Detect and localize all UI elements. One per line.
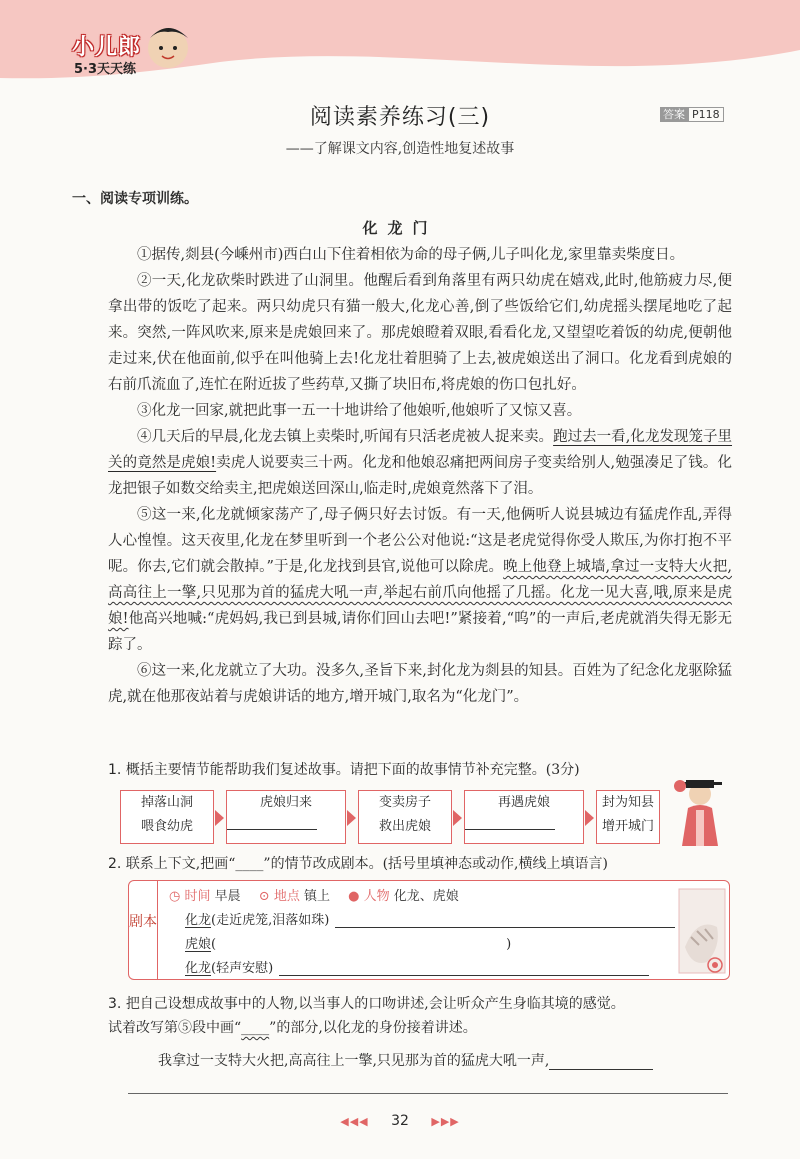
arrow-icon [215,810,224,826]
place-value: 镇上 [304,889,331,904]
story-title: 化龙门 [362,219,438,237]
row3-note: (轻声安慰) [211,961,274,976]
story-paragraph-1: ①据传,剡县(今嵊州市)西白山下住着相依为命的母子俩,儿子叫化龙,家里靠卖柴度日。 [137,247,685,263]
page-number-text: 32 [391,1113,409,1129]
script-row-1 [185,909,675,928]
question-3 [108,992,738,1040]
section-heading: 一、阅读专项训练。 [72,191,198,207]
arrow-icon [347,810,356,826]
p5-part-b: 他高兴地喊:“虎妈妈,我已到县城,请你们回山去吧!”紧接着,“呜”的一声后,老虎就消失得无影无踪了。 [108,611,733,653]
page-subtitle: ——了解课文内容,创造性地复述故事 [285,141,515,157]
role-huniang: 虎娘 [185,937,212,952]
story-paragraph-5 [108,502,732,658]
script-side-label [129,881,158,979]
script-row-3 [185,957,649,976]
person-icon: ● [348,889,360,904]
people-label: 人物 [363,889,390,904]
plot-box-2-blank[interactable] [227,815,345,830]
p4-underlined: 跑过去一看,化龙发现笼子里关的竟然是虎娘! [108,429,733,471]
q3-text-1: 把自己设想成故事中的人物,以当事人的口吻讲述,会让听众产生身临其境的感觉。 [125,996,625,1012]
plot-box-4-blank[interactable] [465,815,583,830]
row2-open: ( [211,937,217,952]
row3-answer-line[interactable] [279,975,649,976]
page-number [0,1113,800,1129]
answer-label: 答案 [660,107,688,122]
answer-ref [660,106,724,122]
p4-part-b: 卖虎人说要卖三十两。化龙和他娘忍痛把两间房子变卖给别人,勉强凑足了钱。化龙把银子如数交给卖主,把虎娘送回深山,临走时,虎娘竟然落下了泪。 [108,455,733,497]
role-hualong-2: 化龙 [185,961,212,976]
q3-answer-line[interactable] [549,1053,653,1070]
official-figure-icon [672,776,732,846]
plot-box-5-line1: 封为知县 [601,795,654,810]
answer-page: P118 [688,107,724,122]
story-paragraph-3: ③化龙一回家,就把此事一五一十地讲给了他娘听,他娘听了又惊又喜。 [137,403,582,419]
question-2 [108,852,608,876]
story-paragraph-4 [108,424,732,502]
plot-chain [120,790,660,846]
triangle-left-icon: ◀◀◀ [340,1115,369,1128]
script-meta [169,885,459,904]
plot-box-3 [358,790,452,844]
people-value: 化龙、虎娘 [393,889,459,904]
question-1 [108,758,580,782]
plot-box-1-line1: 掉落山洞 [140,795,193,810]
brand-logo-text: 小儿郎 [72,35,142,60]
row1-note: (走近虎笼,泪落如珠) [211,913,330,928]
triangle-right-icon: ▶▶▶ [431,1115,460,1128]
story-paragraph-6: ⑥这一来,化龙就立了大功。没多久,圣旨下来,封化龙为剡县的知县。百姓为了纪念化龙驱除猛虎,就在他那夜站着与虎娘讲话的地方,增开城门,取名为“化龙门”。 [108,663,732,705]
story-paragraph-2: ②一天,化龙砍柴时跌进了山洞里。他醒后看到角落里有两只幼虎在嬉戏,此时,他筋疲力尽,便拿出带的饭吃了起来。两只幼虎只有猫一般大,化龙心善,倒了些饭给它们,幼虎摇头摆尾地吃了起来。突然,一阵风吹来,原来是虎娘回来了。那虎娘瞪着双眼,看看化龙,又望望吃着饭的幼虎,便朝他走过来,伏在他面前,似乎在叫他骑上去!化龙壮着胆骑了上去,被虎娘送出了洞口。化龙看到虎娘的右前爪流血了,连忙在附近拔了些药草,又撕了块旧布,将虎娘的伤口包扎好。 [108,273,732,393]
plot-box-4 [464,790,584,844]
plot-box-2 [226,790,346,844]
clock-icon: ◷ [169,889,181,904]
story-text [108,242,732,710]
page-title: 阅读素养练习(三) [309,105,491,130]
q1-text: 概括主要情节能帮助我们复述故事。请把下面的故事情节补充完整。(3分) [125,762,580,778]
place-label: 地点 [273,889,300,904]
plot-box-2-line1: 虎娘归来 [259,795,312,810]
role-hualong: 化龙 [185,913,212,928]
time-label: 时间 [184,889,211,904]
arrow-icon [453,810,462,826]
plot-box-3-line1: 变卖房子 [378,795,431,810]
plot-box-5 [596,790,660,844]
p5-wavy: 晚上他登上城墙,拿过一支特大火把,高高往上一擎,只见那为首的猛虎大吼一声,举起右前爪向他摇了几摇。化龙一见大喜,哦,原来是虎娘! [108,559,732,627]
plot-box-1 [120,790,214,844]
row1-answer-line[interactable] [335,927,675,928]
q3-start-text: 我拿过一支特大火把,高高往上一擎,只见那为首的猛虎大吼一声, [158,1053,550,1069]
q2-number: 2. [108,856,122,872]
q3-start-sentence [158,1050,653,1070]
plot-box-3-line2: 救出虎娘 [378,819,431,834]
script-side-text: 剧本 [129,914,157,930]
script-row-2 [185,933,511,952]
location-pin-icon: ⊙ [258,889,270,904]
arrow-icon [585,810,594,826]
script-box [128,880,730,980]
q3-text-2-end: ”的部分,以化龙的身份接着讲述。 [269,1020,477,1036]
q3-number: 3. [108,996,122,1012]
q3-wavy-mark: ____ [241,1020,270,1036]
row2-close: ) [506,937,512,952]
plot-box-1-line2: 喂食幼虎 [140,819,193,834]
q3-text-2: 试着改写第⑤段中画“ [108,1020,242,1036]
q1-number: 1. [108,762,122,778]
plot-box-4-line1: 再遇虎娘 [497,795,550,810]
brand-series: 5·3天天练 [74,62,137,77]
q2-text: 联系上下文,把画“____”的情节改成剧本。(括号里填神态或动作,横线上填语言) [125,856,608,872]
footer-divider [128,1093,728,1094]
p4-part-a: ④几天后的早晨,化龙去镇上卖柴时,听闻有只活老虎被人捉来卖。 [137,429,554,445]
p5-part-a: ⑤这一来,化龙就倾家荡产了,母子俩只好去讨饭。有一天,他俩听人说县城边有猛虎作乱,弄得人心惶惶。这天夜里,化龙在梦里听到一个老公公对他说:“这是老虎觉得你受人欺压,为你打抱不平呢。你去,它们就会散掉。”于是,化龙找到县官,说他可以除虎。 [108,507,732,575]
time-value: 早晨 [214,889,241,904]
tiger-icon [677,887,727,975]
plot-box-5-line2: 增开城门 [601,819,654,834]
